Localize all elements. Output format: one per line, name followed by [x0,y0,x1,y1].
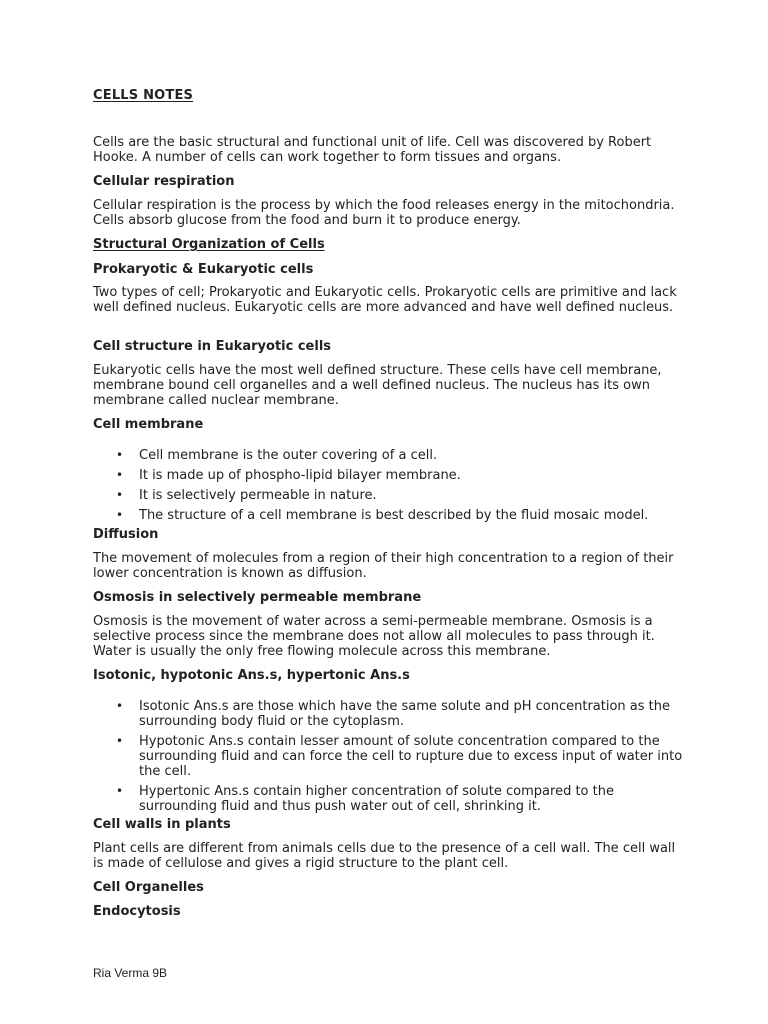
bullet-icon: • [116,468,124,482]
bullet-icon: • [116,448,124,462]
cellular-respiration-paragraph: Cellular respiration is the process by which the food releases energy in the mitochondria. Cells absorb glucose from the food and burn it to produce energy. [93,198,675,228]
list-item: • Isotonic Ans.s are those which have the same solute and pH concentration as the surrounding body fluid or the cytoplasm. [116,699,670,729]
heading-cell-structure: Cell structure in Eukaryotic cells [93,339,332,354]
heading-cellular-respiration: Cellular respiration [93,174,235,189]
heading-structural-organization: Structural Organization of Cells [93,237,325,252]
heading-endocytosis: Endocytosis [93,904,181,919]
heading-diffusion: Diffusion [93,527,159,542]
bullet-icon: • [116,508,124,522]
page-title: CELLS NOTES [93,88,194,103]
diffusion-paragraph: The movement of molecules from a region of their high concentration to a region of their lower concentration is known as diffusion. [93,551,674,581]
list-item: • Cell membrane is the outer covering of a cell. [116,448,438,463]
bullet-icon: • [116,784,124,798]
cell-membrane-list [93,448,683,523]
heading-prokaryotic-eukaryotic: Prokaryotic & Eukaryotic cells [93,262,314,277]
heading-cell-walls: Cell walls in plants [93,817,231,832]
heading-osmosis: Osmosis in selectively permeable membrane [93,590,422,605]
osmosis-paragraph: Osmosis is the movement of water across a semi-permeable membrane. Osmosis is a selective process since the membrane does not allow all molecules to pass through it. Water is usually the only free flowing molecule across this membrane. [93,614,655,659]
heading-tonicity: Isotonic, hypotonic Ans.s, hypertonic Ans.s [93,668,410,683]
cell-walls-paragraph: Plant cells are different from animals cells due to the presence of a cell wall. The cell wall is made of cellulose and gives a rigid structure to the plant cell. [93,841,676,871]
list-item: • Hypertonic Ans.s contain higher concentration of solute compared to the surrounding fluid and thus push water out of cell, shrinking it. [116,784,614,814]
intro-paragraph: Cells are the basic structural and functional unit of life. Cell was discovered by Robert Hooke. A number of cells can work together to form tissues and organs. [93,135,652,165]
cell-structure-paragraph: Eukaryotic cells have the most well defined structure. These cells have cell membrane, membrane bound cell organelles and a well defined nucleus. The nucleus has its own membrane called nuclear membrane. [93,363,662,408]
list-item: • It is made up of phospho-lipid bilayer membrane. [116,468,461,483]
list-item: • It is selectively permeable in nature. [116,488,377,503]
tonicity-list [93,699,683,814]
bullet-icon: • [116,488,124,502]
bullet-icon: • [116,699,124,713]
bullet-icon: • [116,734,124,748]
prokaryotic-paragraph: Two types of cell; Prokaryotic and Eukaryotic cells. Prokaryotic cells are primitive and lack well defined nucleus. Eukaryotic cells are more advanced and have well defined nucleus. [93,285,677,315]
list-item: • The structure of a cell membrane is best described by the fluid mosaic model. [116,508,649,523]
heading-cell-organelles: Cell Organelles [93,880,204,895]
heading-cell-membrane: Cell membrane [93,417,204,432]
page-footer: Ria Verma 9B [93,966,168,980]
list-item: • Hypotonic Ans.s contain lesser amount of solute concentration compared to the surrounding fluid and can force the cell to rupture due to excess input of water into the cell. [116,734,683,779]
